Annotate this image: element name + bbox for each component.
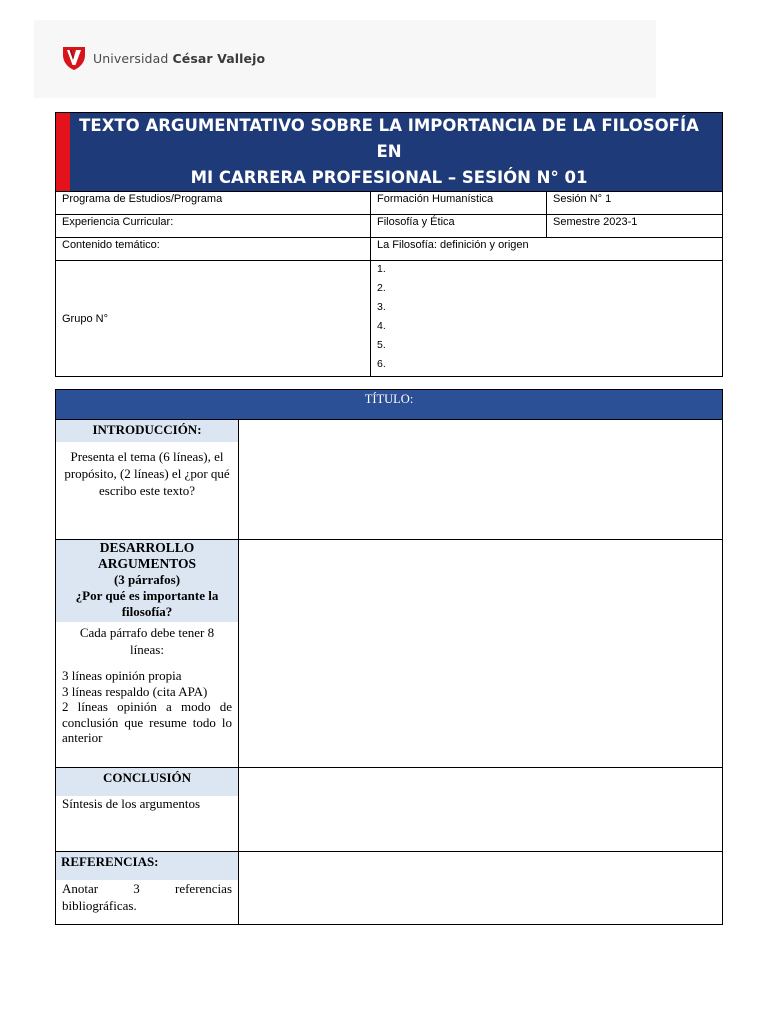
title-red-accent — [56, 113, 70, 191]
info-label: Contenido temático: — [56, 238, 371, 261]
development-row — [56, 540, 723, 768]
group-number-item: 6. — [377, 358, 386, 370]
brand-name: César Vallejo — [172, 50, 266, 66]
group-number-item: 5. — [377, 339, 386, 351]
development-heading-line: DESARROLLO — [99, 540, 195, 555]
group-members-cell[interactable] — [371, 261, 723, 377]
conclusion-heading: CONCLUSIÓN — [56, 768, 238, 796]
guideline-item: 3 líneas respaldo (cita APA) — [62, 683, 208, 699]
group-number-item: 4. — [377, 320, 386, 332]
info-table — [55, 112, 723, 377]
references-instruction-line: Anotar 3 referencias — [62, 881, 232, 896]
development-writing-area[interactable] — [239, 540, 723, 768]
university-logo — [62, 45, 265, 71]
group-number-list — [377, 262, 716, 376]
conclusion-writing-area[interactable] — [239, 768, 723, 852]
development-heading — [56, 540, 238, 622]
info-extra: Sesión N° 1 — [547, 192, 723, 215]
intro-writing-area[interactable] — [239, 420, 723, 540]
conclusion-row — [56, 768, 723, 852]
title-line-2: MI CARRERA PROFESIONAL – SESIÓN N° 01 — [190, 168, 588, 187]
group-label: Grupo N° — [56, 261, 371, 377]
info-label: Programa de Estudios/Programa — [56, 192, 371, 215]
group-number-item: 1. — [377, 263, 386, 275]
development-heading-line: (3 párrafos) — [113, 572, 181, 587]
intro-guide-cell — [56, 420, 239, 540]
university-name — [93, 51, 265, 66]
info-value: La Filosofía: definición y origen — [371, 238, 723, 261]
references-instruction-line: bibliográficas. — [62, 898, 137, 913]
references-heading: REFERENCIAS: — [56, 852, 238, 880]
brand-prefix: Universidad — [93, 50, 169, 66]
conclusion-instructions: Síntesis de los argumentos — [62, 796, 201, 811]
conclusion-guide-cell — [56, 768, 239, 852]
development-instruction: Cada párrafo debe tener 8 líneas: — [79, 625, 215, 657]
references-instructions — [56, 880, 238, 914]
development-heading-line: ARGUMENTOS — [97, 556, 196, 571]
info-row — [56, 238, 723, 261]
development-guide-cell — [56, 540, 239, 768]
intro-instructions: Presenta el tema (6 líneas), el propósito, (2 líneas) el ¿por qué escribo este texto? — [64, 449, 230, 498]
group-number-item: 2. — [377, 282, 386, 294]
group-row — [56, 261, 723, 377]
info-row — [56, 192, 723, 215]
references-guide-cell — [56, 852, 239, 925]
document-title — [56, 113, 723, 192]
intro-row — [56, 420, 723, 540]
development-question: ¿Por qué es importante la filosofía? — [75, 588, 219, 619]
shield-logo-icon — [62, 45, 86, 71]
essay-title-bar[interactable]: TÍTULO: — [56, 390, 723, 420]
info-label: Experiencia Curricular: — [56, 215, 371, 238]
guideline-item: 2 líneas opinión a modo de conclusión que resume todo lo anterior — [62, 699, 232, 745]
info-value: Formación Humanística — [371, 192, 547, 215]
essay-table — [55, 389, 723, 925]
intro-heading: INTRODUCCIÓN: — [56, 420, 238, 442]
title-line-1: TEXTO ARGUMENTATIVO SOBRE LA IMPORTANCIA DE LA FILOSOFÍA EN — [79, 116, 699, 161]
info-value: Filosofía y Ética — [371, 215, 547, 238]
group-number-item: 3. — [377, 301, 386, 313]
guideline-item: 3 líneas opinión propia — [62, 668, 182, 683]
references-row — [56, 852, 723, 925]
references-writing-area[interactable] — [239, 852, 723, 925]
info-row — [56, 215, 723, 238]
info-extra: Semestre 2023-1 — [547, 215, 723, 238]
development-guidelines — [56, 668, 238, 746]
